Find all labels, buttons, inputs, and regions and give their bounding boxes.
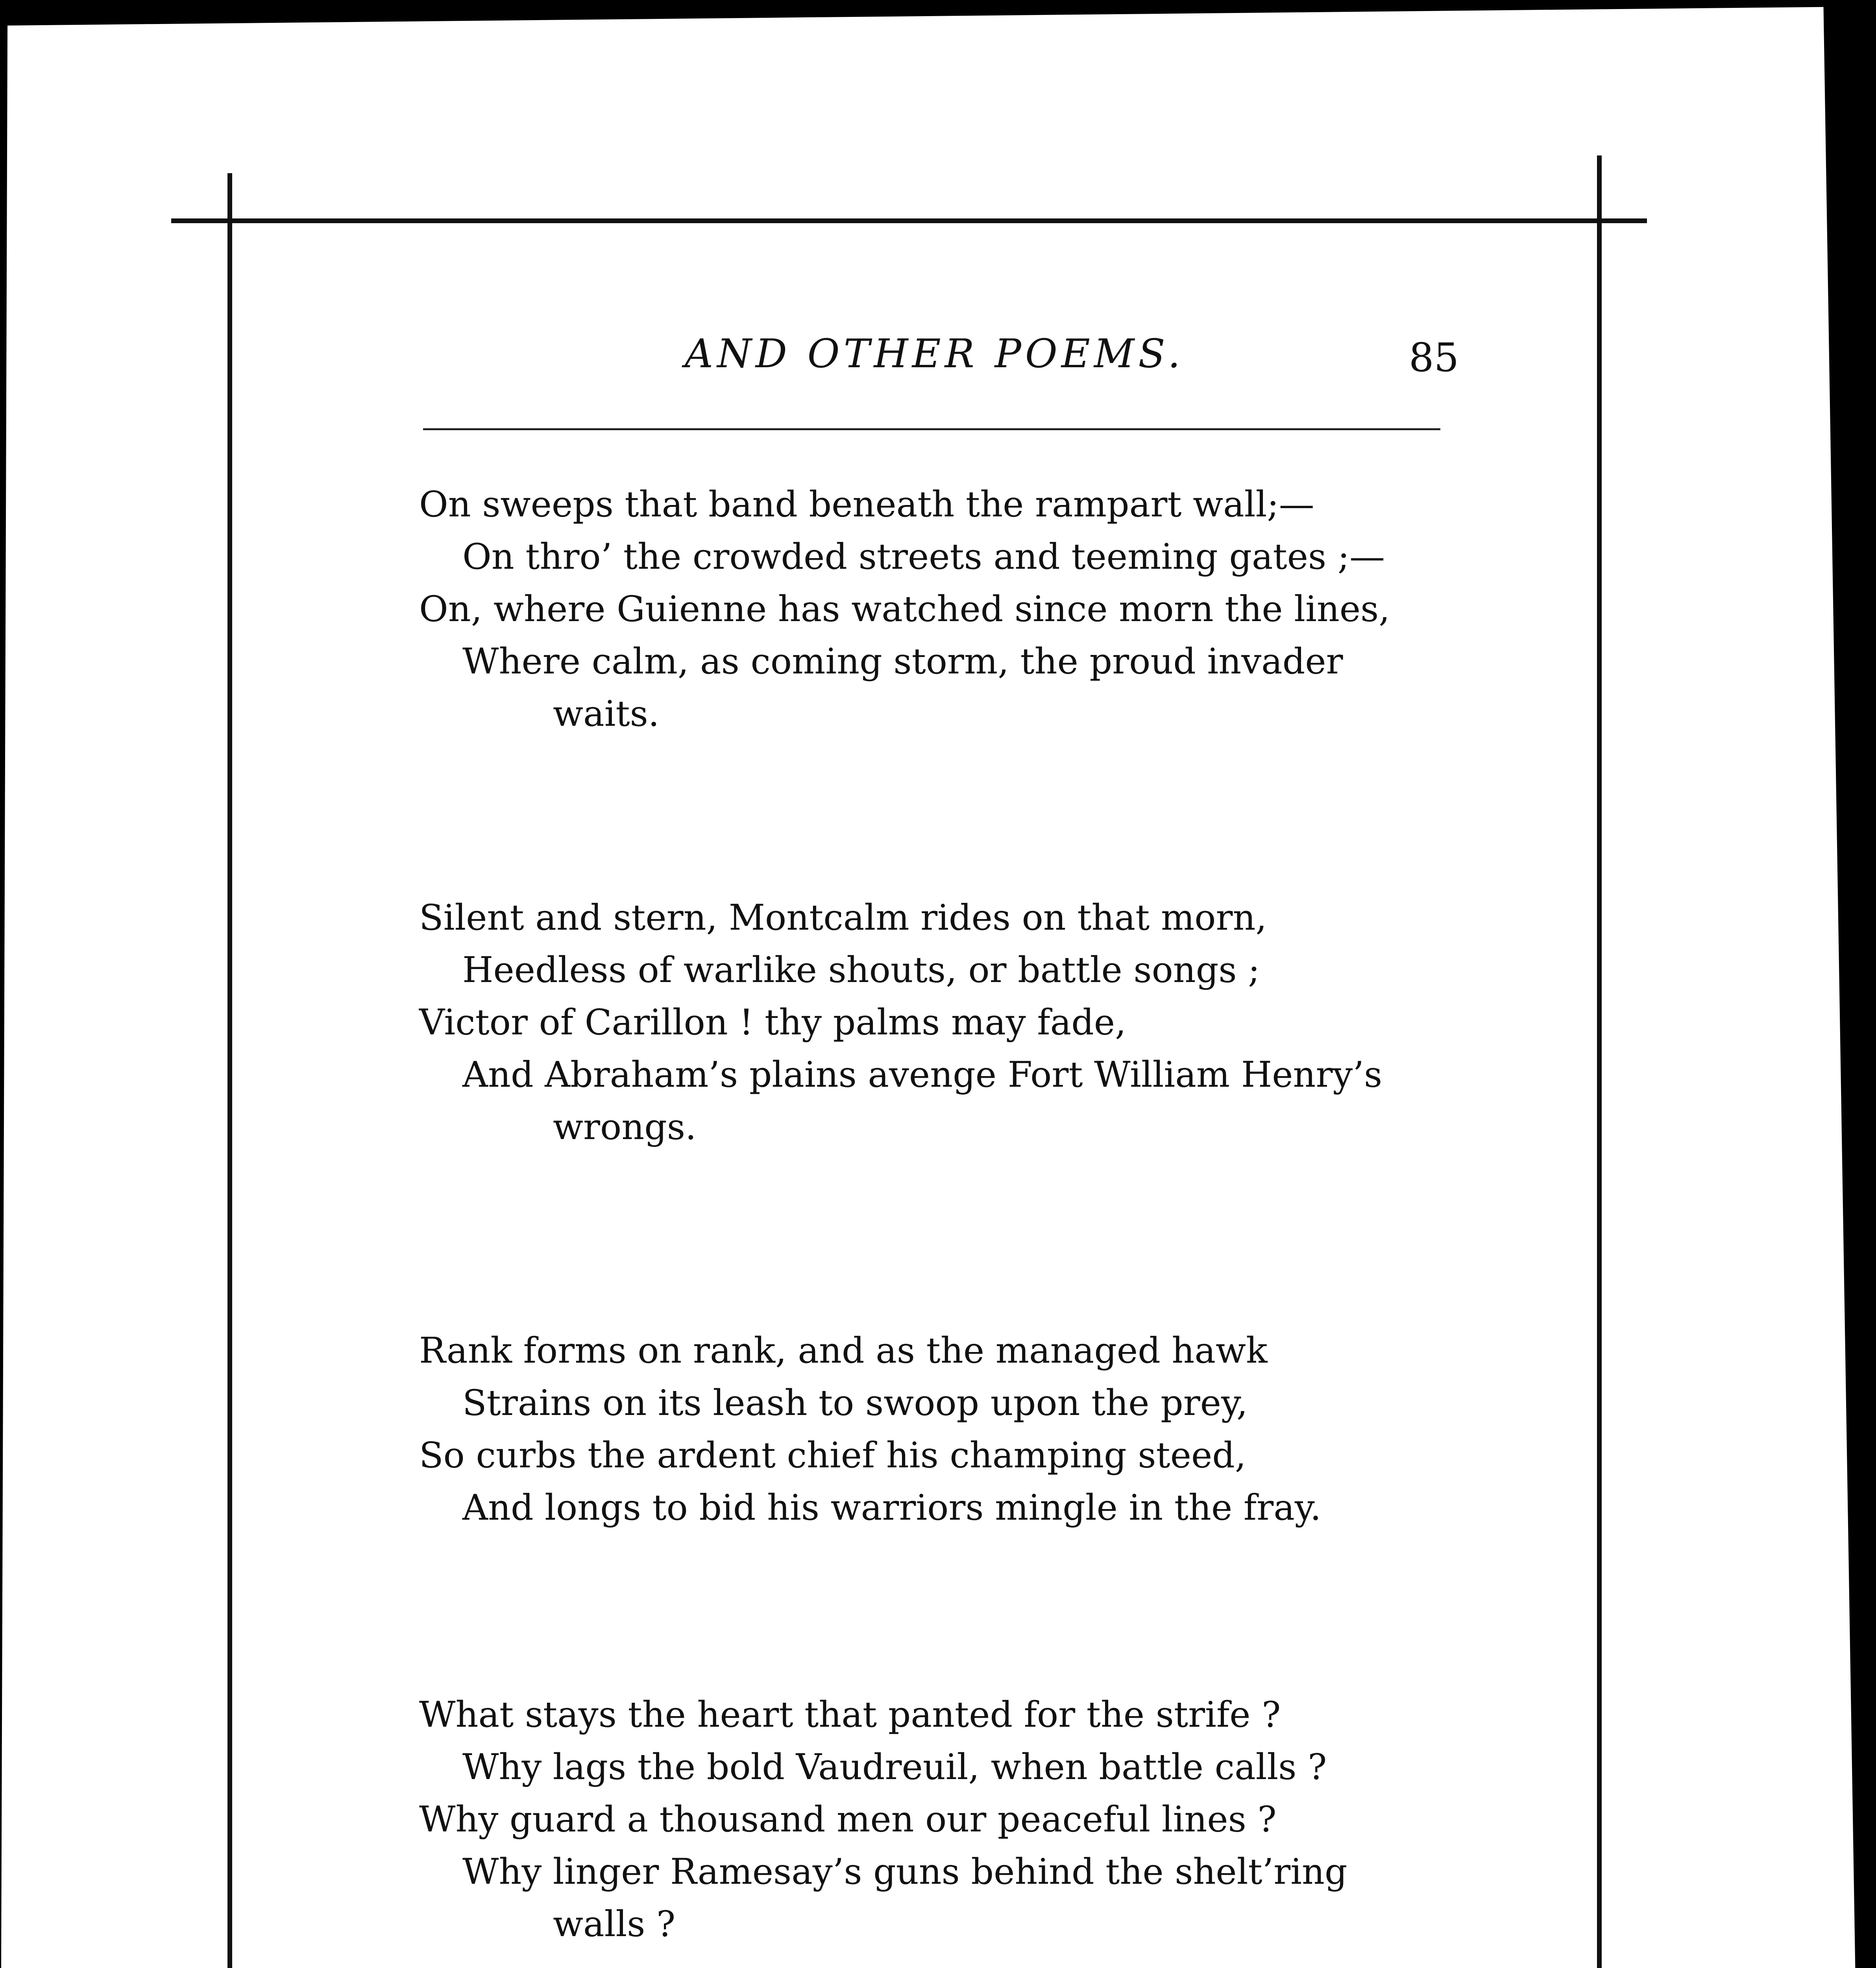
verse-line: Where calm, as coming storm, the proud invader — [462, 641, 1343, 682]
verse-line: waits. — [553, 693, 660, 734]
verse-line: Why linger Ramesay’s guns behind the shelt’ring — [462, 1851, 1347, 1892]
frame-top-rule — [171, 218, 1647, 223]
running-title: AND OTHER POEMS. — [685, 331, 1185, 377]
verse-line: Strains on its leash to swoop upon the prey, — [462, 1382, 1248, 1424]
verse-line: walls ? — [553, 1903, 676, 1945]
frame-left-rule — [227, 173, 232, 1968]
verse-line: Why guard a thousand men our peaceful lines ? — [419, 1799, 1277, 1840]
header-rule — [423, 428, 1440, 430]
verse-line: Why lags the bold Vaudreuil, when battle calls ? — [462, 1746, 1327, 1788]
stanza-4 — [419, 1689, 1347, 1950]
page-number: 85 — [1409, 335, 1459, 381]
verse-line: Rank forms on rank, and as the managed hawk — [419, 1330, 1268, 1371]
stanza-1 — [419, 478, 1390, 740]
verse-line: So curbs the ardent chief his champing steed, — [419, 1435, 1246, 1476]
verse-line: And Abraham’s plains avenge Fort William Henry’s — [462, 1054, 1383, 1095]
stanza-3 — [419, 1324, 1321, 1534]
verse-line: Silent and stern, Montcalm rides on that morn, — [419, 897, 1267, 938]
verse-line: What stays the heart that panted for the strife ? — [419, 1694, 1281, 1735]
verse-line: Heedless of warlike shouts, or battle songs ; — [462, 949, 1260, 991]
verse-line: On sweeps that band beneath the rampart wall;— — [419, 484, 1314, 525]
verse-line: And longs to bid his warriors mingle in the fray. — [462, 1487, 1322, 1528]
verse-line: On thro’ the crowded streets and teeming gates ;— — [462, 536, 1385, 577]
stanza-2 — [419, 892, 1382, 1153]
verse-line: Victor of Carillon ! thy palms may fade, — [419, 1002, 1126, 1043]
verse-line: On, where Guienne has watched since morn the lines, — [419, 588, 1390, 630]
verse-line: wrongs. — [553, 1106, 697, 1148]
frame-right-rule — [1597, 155, 1602, 1968]
